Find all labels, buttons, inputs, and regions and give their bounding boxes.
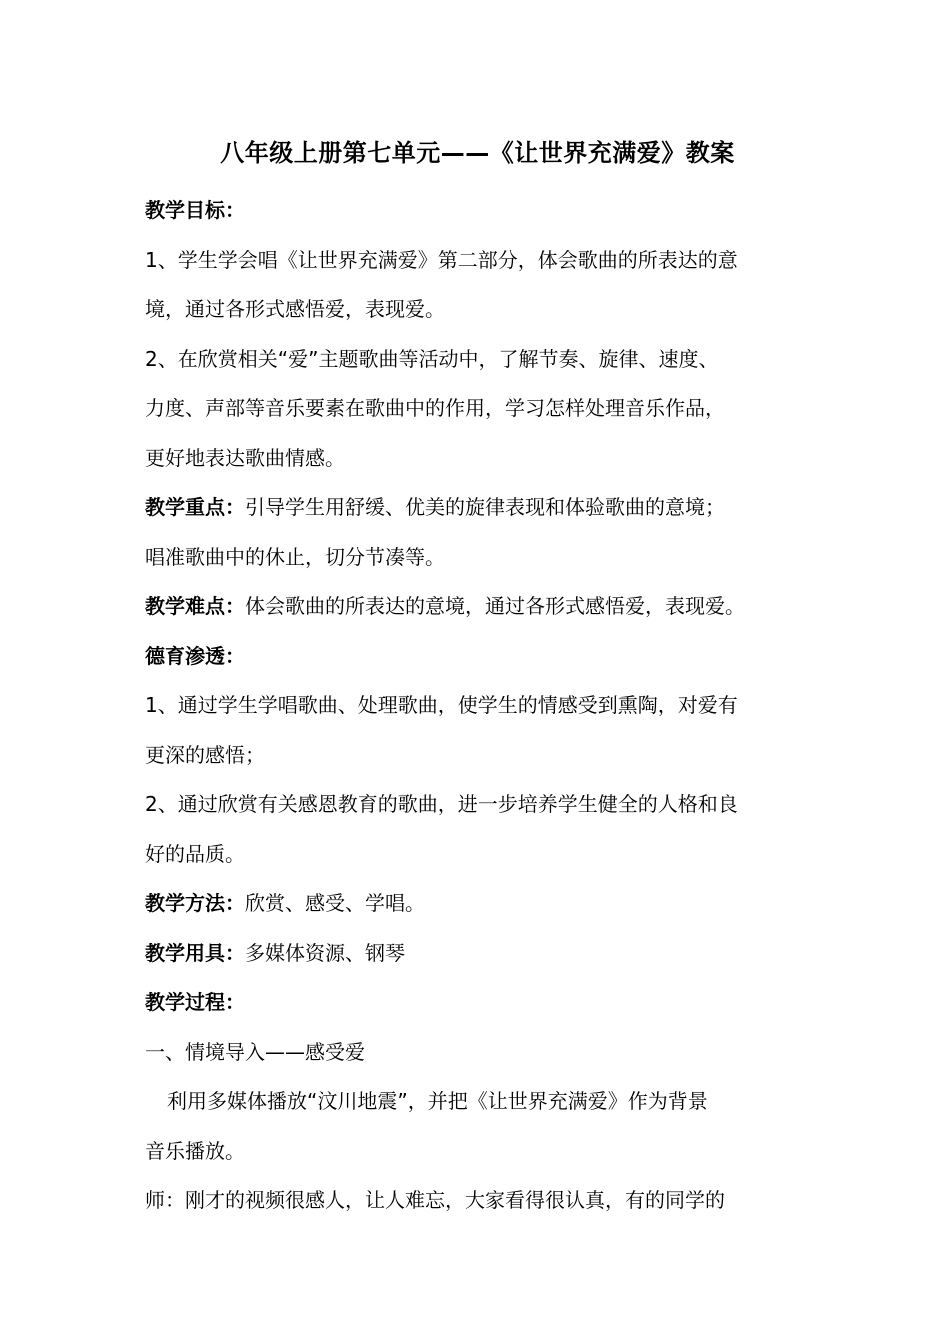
difficulty-label: 教学难点： [145, 594, 245, 618]
section-1-heading: 一、情境导入——感受爱 [145, 1039, 365, 1064]
section-1-para-line-1: 利用多媒体播放“汶川地震”，并把《让世界充满爱》作为背景 [167, 1089, 708, 1113]
tools-text: 多媒体资源、钢琴 [245, 940, 405, 965]
objectives-heading: 教学目标： [145, 198, 245, 222]
objective-2-line-1: 2、在欣赏相关“爱”主题歌曲等活动中，了解节奏、旋律、速度、 [145, 346, 719, 371]
objective-1-line-1: 1、学生学会唱《让世界充满爱》第二部分，体会歌曲的所表达的意 [145, 247, 738, 272]
section-1-para-line-2: 音乐播放。 [145, 1138, 245, 1163]
tools-label: 教学用具： [145, 940, 245, 965]
methods-text: 欣赏、感受、学唱。 [245, 891, 425, 915]
moral-heading: 德育渗透： [145, 643, 245, 668]
moral-1-line-1: 1、通过学生学唱歌曲、处理歌曲，使学生的情感受到熏陶，对爱有 [145, 693, 738, 717]
process-heading: 教学过程： [145, 990, 245, 1014]
moral-1-line-2: 更深的感悟； [145, 742, 265, 767]
methods-line [145, 879, 810, 929]
teacher-line: 师：刚才的视频很感人，让人难忘，大家看得很认真，有的同学的 [145, 1188, 725, 1212]
document-body [145, 136, 810, 1226]
objective-2-line-3: 更好地表达歌曲情感。 [145, 445, 345, 470]
moral-2-line-1: 2、通过欣赏有关感恩教育的歌曲，进一步培养学生健全的人格和良 [145, 792, 738, 816]
tools-line [145, 929, 810, 979]
methods-label: 教学方法： [145, 891, 245, 915]
moral-2-line-2: 好的品质。 [145, 841, 245, 866]
key-points-label: 教学重点： [145, 495, 245, 519]
difficulty-text: 体会歌曲的所表达的意境，通过各形式感悟爱，表现爱。 [245, 594, 745, 618]
objective-1-line-2: 境，通过各形式感悟爱，表现爱。 [145, 297, 445, 321]
key-points-line-1 [145, 483, 810, 533]
document-title: 八年级上册第七单元——《让世界充满爱》教案 [220, 139, 735, 167]
objective-2-line-2: 力度、声部等音乐要素在歌曲中的作用，学习怎样处理音乐作品， [145, 396, 725, 420]
key-points-line-2: 唱准歌曲中的休止，切分节凑等。 [145, 544, 445, 569]
key-points-text: 引导学生用舒缓、优美的旋律表现和体验歌曲的意境； [245, 495, 725, 519]
difficulty-line [145, 582, 810, 632]
